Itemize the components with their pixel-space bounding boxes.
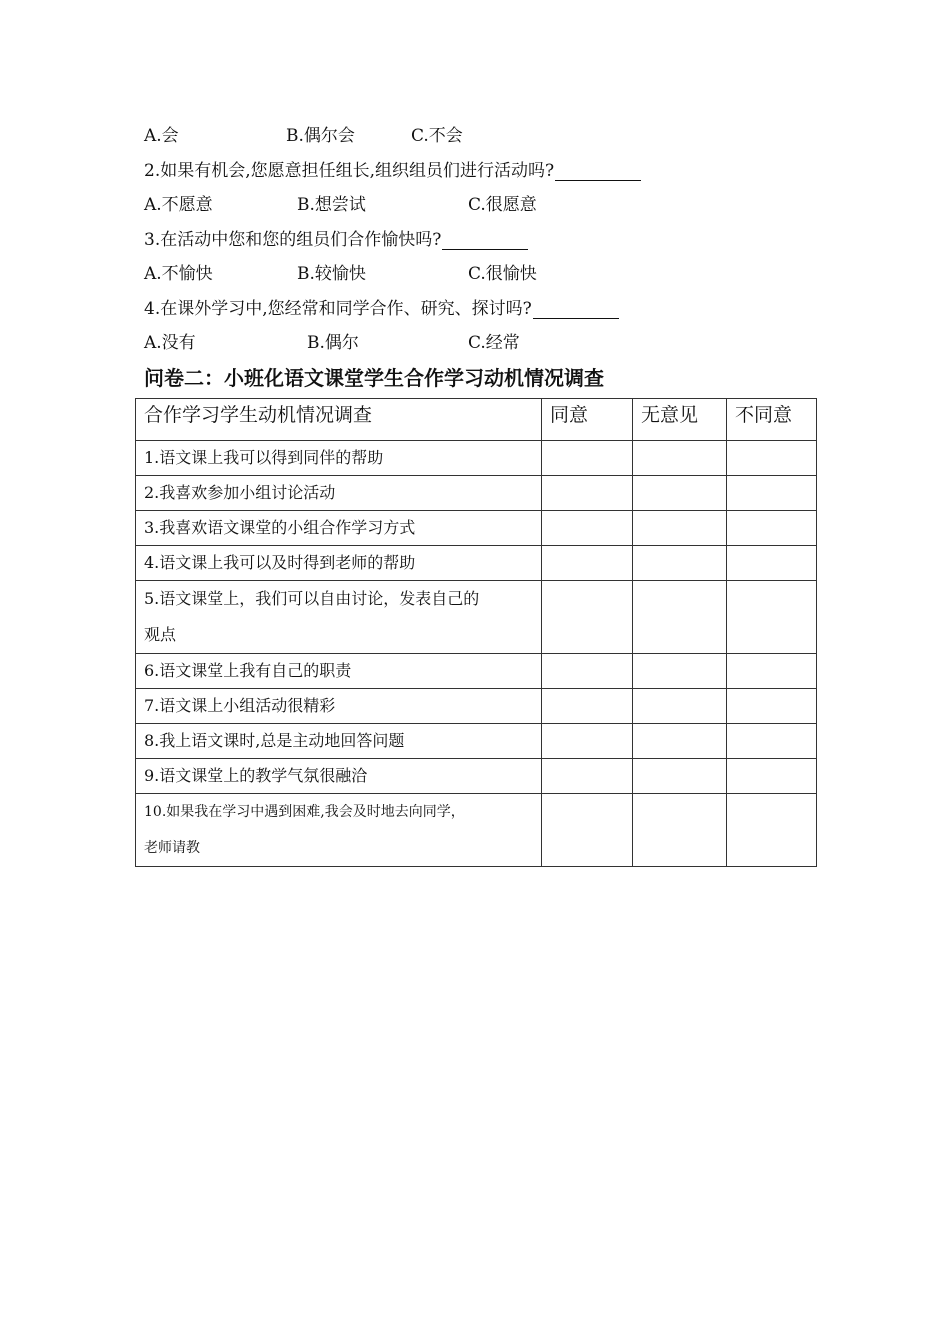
table-row <box>136 689 817 724</box>
cell-agree[interactable] <box>542 759 633 794</box>
q4-question <box>144 299 619 319</box>
cell-disagree[interactable] <box>727 794 817 867</box>
cell-agree[interactable] <box>542 689 633 724</box>
cell-agree[interactable] <box>542 654 633 689</box>
item-text: 4.语文课上我可以及时得到老师的帮助 <box>136 546 542 581</box>
header-disagree: 不同意 <box>727 399 817 441</box>
q2-question <box>144 161 641 181</box>
cell-disagree[interactable] <box>727 724 817 759</box>
cell-neutral[interactable] <box>633 654 727 689</box>
item-text: 9.语文课堂上的教学气氛很融洽 <box>136 759 542 794</box>
header-item: 合作学习学生动机情况调查 <box>136 399 542 441</box>
item-text-line-2: 老师请教 <box>144 840 200 856</box>
table-header-row <box>136 399 817 441</box>
item-text: 1.语文课上我可以得到同伴的帮助 <box>136 441 542 476</box>
cell-neutral[interactable] <box>633 794 727 867</box>
q4-answer-blank[interactable] <box>533 301 619 319</box>
table-row <box>136 476 817 511</box>
table-row <box>136 511 817 546</box>
q3-answer-blank[interactable] <box>442 232 528 250</box>
cell-agree[interactable] <box>542 441 633 476</box>
table-row <box>136 759 817 794</box>
item-text: 8.我上语文课时,总是主动地回答问题 <box>136 724 542 759</box>
item-text: 6.语文课堂上我有自己的职责 <box>136 654 542 689</box>
table-row <box>136 581 817 654</box>
item-text: 2.我喜欢参加小组讨论活动 <box>136 476 542 511</box>
item-text-line-1: 10.如果我在学习中遇到困难,我会及时地去向同学， <box>144 804 465 820</box>
q1-option-b[interactable]: B.偶尔会 <box>286 126 355 146</box>
header-agree: 同意 <box>542 399 633 441</box>
cell-disagree[interactable] <box>727 654 817 689</box>
table-row <box>136 441 817 476</box>
cell-neutral[interactable] <box>633 724 727 759</box>
cell-disagree[interactable] <box>727 759 817 794</box>
cell-agree[interactable] <box>542 581 633 654</box>
cell-disagree[interactable] <box>727 689 817 724</box>
q4-option-a[interactable]: A.没有 <box>144 333 196 353</box>
table-row <box>136 546 817 581</box>
q1-option-a[interactable]: A.会 <box>144 126 179 146</box>
item-text: 7.语文课上小组活动很精彩 <box>136 689 542 724</box>
q2-answer-blank[interactable] <box>555 163 641 181</box>
cell-neutral[interactable] <box>633 689 727 724</box>
cell-disagree[interactable] <box>727 441 817 476</box>
q3-option-a[interactable]: A.不愉快 <box>144 264 213 284</box>
q3-question-text: 3.在活动中您和您的组员们合作愉快吗? <box>144 230 442 250</box>
table-row <box>136 654 817 689</box>
cell-disagree[interactable] <box>727 546 817 581</box>
q2-option-b[interactable]: B.想尝试 <box>297 195 366 215</box>
cell-disagree[interactable] <box>727 511 817 546</box>
table-row <box>136 794 817 867</box>
cell-agree[interactable] <box>542 511 633 546</box>
cell-neutral[interactable] <box>633 441 727 476</box>
table-row <box>136 724 817 759</box>
item-text: 3.我喜欢语文课堂的小组合作学习方式 <box>136 511 542 546</box>
q2-option-a[interactable]: A.不愿意 <box>144 195 213 215</box>
header-neutral: 无意见 <box>633 399 727 441</box>
cell-neutral[interactable] <box>633 511 727 546</box>
cell-agree[interactable] <box>542 724 633 759</box>
item-text-line-2: 观点 <box>144 625 177 644</box>
cell-disagree[interactable] <box>727 476 817 511</box>
survey-table <box>135 398 817 867</box>
q3-question <box>144 230 528 250</box>
q3-option-b[interactable]: B.较愉快 <box>297 264 366 284</box>
cell-neutral[interactable] <box>633 759 727 794</box>
item-text-line-1: 5.语文课堂上，我们可以自由讨论，发表自己的 <box>144 589 480 608</box>
section2-title: 问卷二：小班化语文课堂学生合作学习动机情况调查 <box>144 366 604 390</box>
cell-neutral[interactable] <box>633 581 727 654</box>
cell-disagree[interactable] <box>727 581 817 654</box>
cell-neutral[interactable] <box>633 476 727 511</box>
cell-agree[interactable] <box>542 546 633 581</box>
q4-option-b[interactable]: B.偶尔 <box>307 333 359 353</box>
cell-agree[interactable] <box>542 476 633 511</box>
cell-agree[interactable] <box>542 794 633 867</box>
cell-neutral[interactable] <box>633 546 727 581</box>
q1-option-c[interactable]: C.不会 <box>411 126 463 146</box>
q4-question-text: 4.在课外学习中,您经常和同学合作、研究、探讨吗? <box>144 299 532 319</box>
q4-option-c[interactable]: C.经常 <box>468 333 520 353</box>
q2-option-c[interactable]: C.很愿意 <box>468 195 537 215</box>
item-text <box>136 581 542 654</box>
q3-option-c[interactable]: C.很愉快 <box>468 264 537 284</box>
item-text <box>136 794 542 867</box>
q2-question-text: 2.如果有机会,您愿意担任组长,组织组员们进行活动吗? <box>144 161 555 181</box>
